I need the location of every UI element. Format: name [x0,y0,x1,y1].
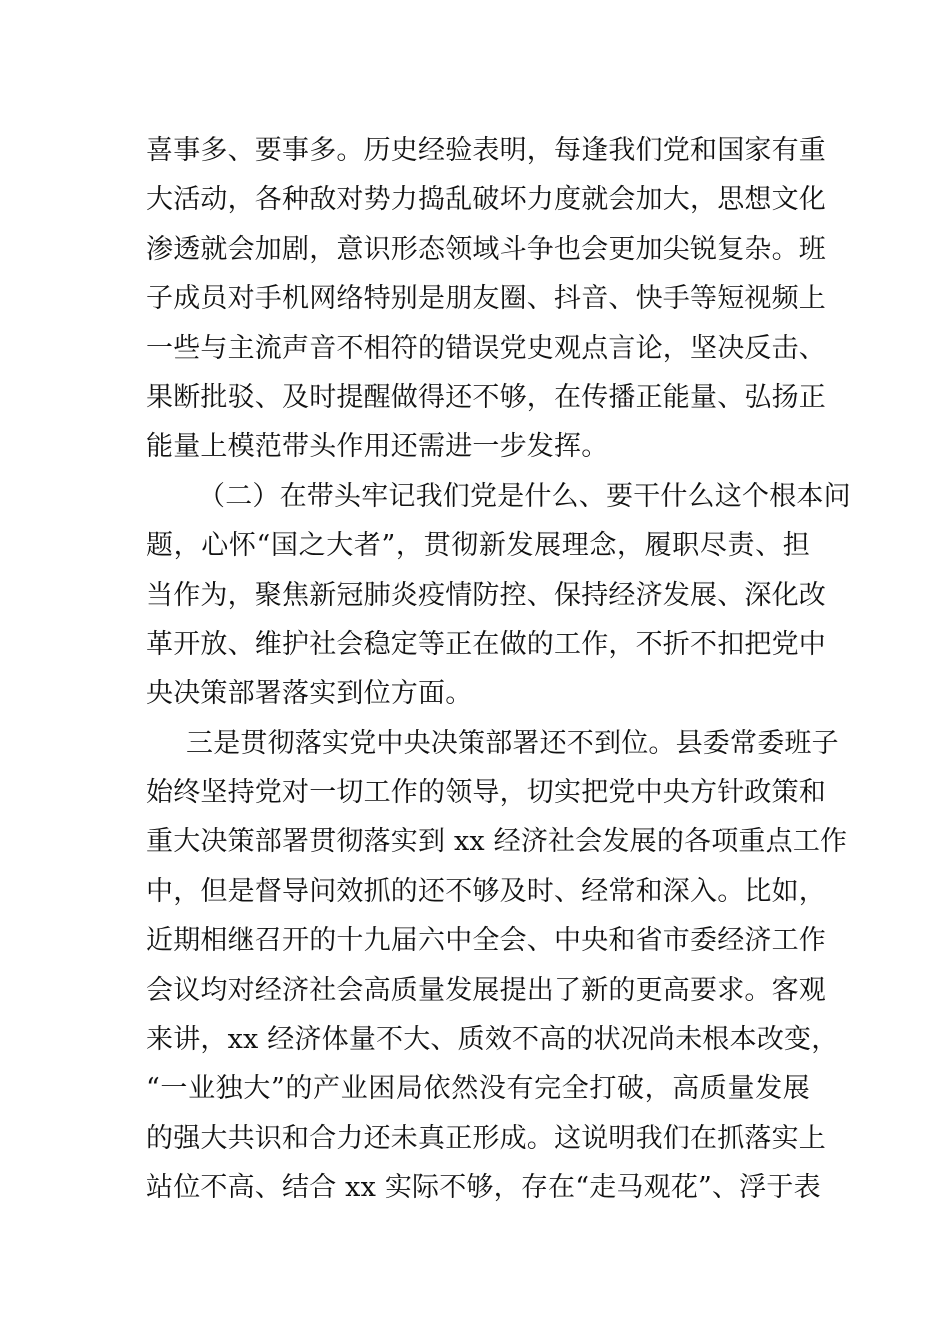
section-heading-line: 革开放、维护社会稳定等正在做的工作，不折不扣把党中 [146,628,826,660]
text-line: 近期相继召开的十九届六中全会、中央和省市委经济工作 [146,925,826,957]
text-line: 会议均对经济社会高质量发展提出了新的更高要求。客观 [146,974,826,1006]
text-line: 始终坚持党对一切工作的领导，切实把党中央方针政策和 [146,777,826,809]
text-line: 来讲，xx 经济体量不大、质效不高的状况尚未根本改变， [146,1024,839,1056]
text-line: 能量上模范带头作用还需进一步发挥。 [146,431,609,463]
text-line: 一些与主流声音不相符的错误党史观点言论，坚决反击、 [146,332,826,364]
section-heading-line: 当作为，聚焦新冠肺炎疫情防控、保持经济发展、深化改 [146,579,826,611]
text-line: 子成员对手机网络特别是朋友圈、抖音、快手等短视频上 [146,283,826,315]
text-line: 渗透就会加剧，意识形态领域斗争也会更加尖锐复杂。班 [146,233,826,265]
text-line: 重大决策部署贯彻落实到 xx 经济社会发展的各项重点工作 [146,826,848,858]
text-line: 大活动，各种敌对势力捣乱破坏力度就会加大，思想文化 [146,184,826,216]
text-line: 站位不高、结合 xx 实际不够，存在“走马观花”、浮于表 [146,1172,821,1204]
body-text [146,126,851,1213]
section-heading-line: 央决策部署落实到位方面。 [146,678,473,710]
text-line: 果断批驳、及时提醒做得还不够，在传播正能量、弘扬正 [146,381,826,413]
section-heading-line: 题，心怀“国之大者”，贯彻新发展理念，履职尽责、担 [146,530,810,562]
text-line: 喜事多、要事多。历史经验表明，每逢我们党和国家有重 [146,135,826,166]
section-heading-line: （二）在带头牢记我们党是什么、要干什么这个根本问 [198,480,851,512]
text-line: “一业独大”的产业困局依然没有完全打破，高质量发展 [146,1073,810,1105]
text-line: 中，但是督导问效抓的还不够及时、经常和深入。比如， [146,875,826,907]
text-line: 三是贯彻落实党中央决策部署还不到位。县委常委班子 [186,727,839,759]
text-line: 的强大共识和合力还未真正形成。这说明我们在抓落实上 [146,1122,826,1154]
